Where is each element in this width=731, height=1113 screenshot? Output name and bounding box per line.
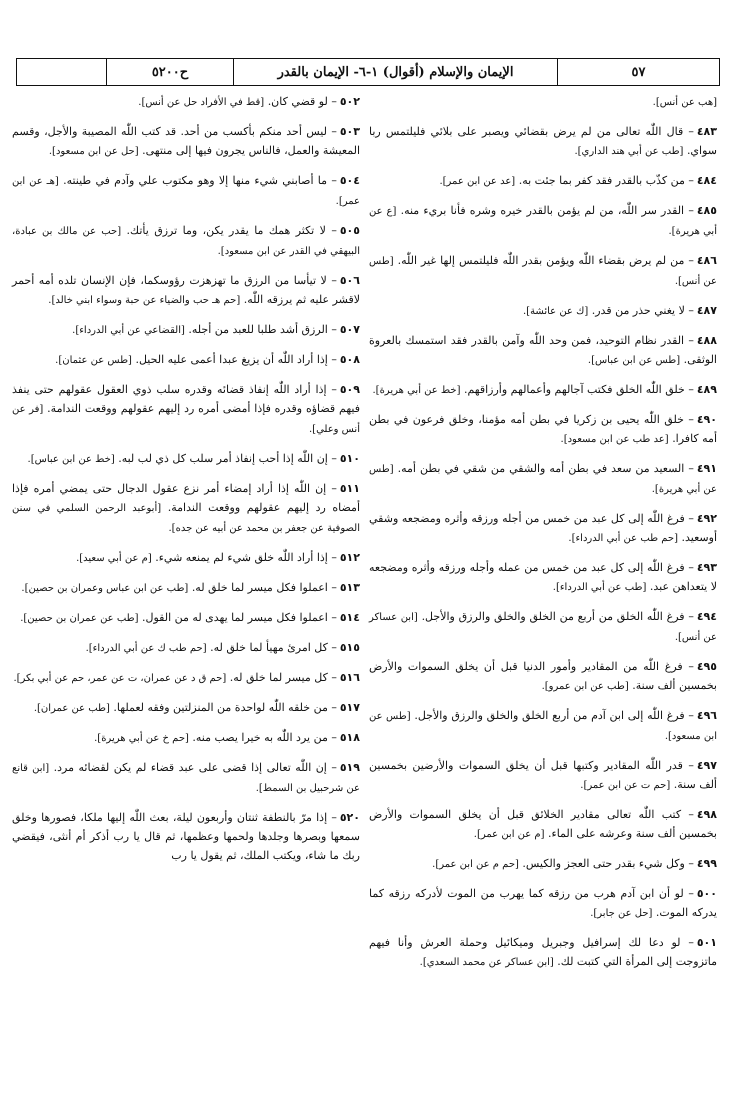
page-header: [16, 58, 720, 86]
hadith-entry: [369, 657, 717, 696]
hadith-text: – إذا أراد اللّٰه خلق شيء لم يمنعه شيء.: [155, 551, 337, 564]
hadith-text: – لا يغني حذر من قدر.: [591, 304, 694, 317]
hadith-text: – خلق اللّٰه يحيى بن زكريا في بطن أمه مؤمنا، وخلق فرعون في بطن أمه كافرا.: [369, 413, 717, 445]
hadith-entry: [12, 808, 360, 865]
hadith-number: ٤٨٥: [696, 204, 717, 217]
page-number: ٥٧: [557, 59, 719, 85]
hadith-entry: [369, 509, 717, 548]
hadith-entry: [369, 171, 717, 191]
hadith-entry: [369, 805, 717, 844]
hadith-entry: [369, 380, 717, 400]
hadith-text: – فرغ اللّٰه الخلق من أربع من الخلق والخلق والرزق والأجل.: [421, 610, 694, 623]
hadith-source: [حم ت عن ابن عمر].: [580, 780, 671, 791]
hadith-entry: [12, 350, 360, 370]
hadith-source: [ابن قانع عن شرحبيل بن السمط].: [12, 763, 360, 794]
hadith-number: ٥٠٠: [696, 887, 717, 900]
hadith-text: – إن اللّٰه تعالى إذا قضى على عبد قضاء لم يكن لقضائه مرد.: [53, 761, 337, 774]
hadith-text: – قال اللّٰه تعالى من لم يرض بقضائي ويصبر على بلائي فليلتمس ربا سواي.: [369, 125, 717, 157]
hadith-source: [حم هـ حب والضياء عن حبة وسواء ابني خالد].: [48, 295, 241, 306]
hadith-number: ٥١٢: [339, 551, 360, 564]
hadith-source: [قط في الأفراد حل عن أنس].: [138, 97, 265, 108]
hadith-entry: [12, 171, 360, 211]
hadith-source: [طب عن ابن عباس وعمران بن حصين].: [21, 583, 189, 594]
hadith-text: – فرغ اللّٰه إلى ابن آدم من أربع الخلق والخلق والرزق والأجل.: [414, 709, 694, 722]
hadith-entry: [12, 728, 360, 748]
hadith-text: – إن اللّٰه إذا أراد إمضاء أمر نزع عقول الدجال حتى يمضي أمره فإذا أمضاه رد إليهم عقولهم ووقعت الندامة.: [12, 482, 360, 514]
hadith-number: ٥١٣: [339, 581, 360, 594]
hadith-number: ٥٠٣: [339, 125, 360, 138]
hadith-number: ٥٠٤: [339, 174, 360, 187]
hadith-entry: [369, 756, 717, 795]
hadith-number: ٤٩٥: [696, 660, 717, 673]
hadith-text: – فرغ اللّٰه إلى كل عبد من خمس من أجله ورزقه وأثره ومضجعه وشقي أوسعيد.: [369, 512, 717, 544]
hadith-source: [حل عن ابن مسعود].: [48, 146, 139, 157]
hadith-number: ٥٠٥: [339, 224, 360, 237]
hadith-number: ٥١١: [339, 482, 360, 495]
hadith-entry: [369, 933, 717, 972]
hadith-text: – الرزق أشد طلبا للعبد من أجله.: [188, 323, 337, 336]
hadith-number: ٤٩٧: [696, 759, 717, 772]
hadith-source: [حم طب ك عن أبي الدرداء].: [85, 643, 207, 654]
hadith-text: – من خلقه اللّٰه لواحدة من المنزلتين وفقه لعملها.: [113, 701, 337, 714]
hadith-number: ٤٩٨: [696, 808, 717, 821]
hadith-entry: [12, 122, 360, 161]
hadith-number: ٤٩١: [696, 462, 717, 475]
right-text-column: [369, 92, 717, 982]
hadith-number: ٥٠٨: [339, 353, 360, 366]
hadith-source: [عد طب عن ابن مسعود].: [560, 434, 669, 445]
hadith-number: ٥١٥: [339, 641, 360, 654]
hadith-number: ٥٠٦: [339, 274, 360, 287]
hadith-text: – لا تكثر همك ما يقدر يكن، وما ترزق يأتك.: [126, 224, 337, 237]
hadith-number: ٤٨٧: [696, 304, 717, 317]
hadith-source: [م عن ابن عمر].: [473, 829, 545, 840]
hadith-number: ٤٩٤: [696, 610, 717, 623]
hadith-source: [طب عن عمران بن حصين].: [20, 613, 139, 624]
hadith-text: – قدر اللّٰه المقادير وكتبها قبل أن يخلق السموات والأرضين بخمسين ألف سنة.: [369, 759, 717, 791]
hadith-source: [حل عن جابر].: [590, 908, 653, 919]
hadith-text: – فرغ اللّٰه من المقادير وأمور الدنيا قبل أن يخلق السموات والأرض بخمسين ألف سنة.: [369, 660, 717, 692]
hadith-source: [خط عن أبي هريرة].: [372, 385, 461, 396]
hadith-number: ٤٨٨: [696, 334, 717, 347]
hadith-text: – السعيد من سعد في بطن أمه والشقي من شقي في بطن أمه.: [397, 462, 694, 475]
hadith-number: ٤٨٦: [696, 254, 717, 267]
hadith-number: ٥١٩: [339, 761, 360, 774]
hadith-source: [طس عن ابن مسعود].: [369, 711, 717, 742]
hadith-text: – كل امرئ مهيأ لما خلق له.: [210, 641, 337, 654]
hadith-source: [حم طب عن أبي الدرداء].: [568, 533, 679, 544]
hadith-entry: [12, 758, 360, 798]
hadith-text: – كتب اللّٰه تعالى مقادير الخلائق قبل أن يخلق السموات والأرض بخمسين ألف سنة وعرشه على الماء.: [369, 808, 717, 840]
hadith-source: [طس عن عثمان].: [55, 355, 132, 366]
hadith-source: [هـ عن ابن عمر].: [12, 176, 360, 207]
hadith-number: ٤٩٠: [696, 413, 717, 426]
hadith-source: [طس عن ابن عباس].: [587, 355, 681, 366]
hadith-entry: [369, 558, 717, 597]
hadith-entry: [12, 271, 360, 310]
hadith-entry: [12, 548, 360, 568]
hadith-text: – كل ميسر لما خلق له.: [229, 671, 337, 684]
hadith-number: ٥٠٩: [339, 383, 360, 396]
hadith-source: [حم ق د عن عمران، ت عن عمر، حم عن أبي بكر].: [13, 673, 227, 684]
hadith-text: – فرغ اللّٰه إلى كل عبد من خمس من عمله وأجله ورزقه وأثره ومضجعه لا يتعداهن عبد.: [369, 561, 717, 593]
hadith-number: ٤٨٩: [696, 383, 717, 396]
hadith-number: ٤٨٤: [696, 174, 717, 187]
hadith-source: [هب عن أنس].: [652, 97, 717, 108]
hadith-entry: [12, 638, 360, 658]
hadith-number: ٥٠١: [696, 936, 717, 949]
hadith-source: [م عن أبي سعيد].: [76, 553, 152, 564]
chapter-title: الإيمان والإسلام (أقوال) ١-٦- الإيمان بالقدر: [233, 59, 557, 85]
hadith-text: – إذا أراد اللّٰه أن يزيغ عبدا أعمى عليه الحيل.: [135, 353, 337, 366]
hadith-text: – إن اللّٰه إذا أحب إنفاذ أمر سلب كل ذي لب لبه.: [118, 452, 337, 465]
hadith-entry: [369, 884, 717, 923]
hadith-source: [طب عن ابن عمرو].: [541, 681, 629, 692]
hadith-text: – اعملوا فكل ميسر لما يهدى له من القول.: [142, 611, 337, 624]
hadith-number: ٥١٦: [339, 671, 360, 684]
hadith-entry: [369, 854, 717, 874]
hadith-text: – القدر سر اللّٰه، من لم يؤمن بالقدر خيره وشره فأنا بريء منه.: [400, 204, 694, 217]
hadith-entry: [369, 331, 717, 370]
hadith-entry: [369, 251, 717, 291]
hadith-entry: [369, 607, 717, 647]
hadith-number: ٥٠٧: [339, 323, 360, 336]
hadith-text: – ليس أحد منكم بأكسب من أحد. قد كتب اللّٰه المصيبة والأجل، وقسم المعيشة والعمل، فالناس يجرون فيها إلى منتهى.: [12, 125, 360, 157]
hadith-number: ٥١٨: [339, 731, 360, 744]
header-blank-cell: [15, 59, 106, 85]
hadith-entry: [369, 410, 717, 449]
hadith-source: [ك عن عائشة].: [522, 306, 589, 317]
hadith-text: – لو أن ابن آدم هرب من رزقه كما يهرب من الموت لأدركه رزقه كما يدركه الموت.: [369, 887, 717, 919]
hadith-text: – من كذّب بالقدر فقد كفر بما جئت به.: [518, 174, 694, 187]
hadith-number: ٥٠٢: [339, 95, 360, 108]
hadith-entry: [12, 668, 360, 688]
hadith-text: – لا تيأسا من الرزق ما تهزهزت رؤوسكما، فإن الإنسان تلده أمه أحمر لاقشر عليه ثم يرزقه اللّٰه.: [12, 274, 360, 306]
hadith-entry: [12, 449, 360, 469]
hadith-text: – إذا مرّ بالنطفة ثنتان وأربعون ليلة، بعث اللّٰه إليها ملكا، فصورها وخلق سمعها وبصرها وجلدها ولحمها وعظمها، ثم قال يا رب أذكر أم أنثى، فيقضي ربك ما شاء، ويكتب الملك، ثم يقول يا رب: [12, 811, 360, 862]
hadith-number: ٥١٤: [339, 611, 360, 624]
hadith-entry: [12, 92, 360, 112]
hadith-source: [طس عن أبي هريرة].: [369, 464, 717, 495]
hadith-number: ٤٨٣: [696, 125, 717, 138]
hadith-source: [حم م عن ابن عمر].: [432, 859, 519, 870]
hadith-text: – القدر نظام التوحيد، فمن وحد اللّٰه وآمن بالقدر فقد استمسك بالعروة الوثقى.: [369, 334, 717, 366]
hadith-source: [طب عن عمران].: [33, 703, 110, 714]
hadith-text: – لو قضي كان.: [267, 95, 337, 108]
hadith-number: ٤٩٣: [696, 561, 717, 574]
hadith-source: [طب عن أبي الدرداء].: [552, 582, 647, 593]
hadith-entry: [369, 459, 717, 499]
left-text-column: [12, 92, 360, 875]
hadith-source: [حب عن مالك بن عبادة، البيهقي في القدر عن ابن مسعود].: [12, 226, 360, 257]
hadith-text: – لو دعا لك إسرافيل وجبريل وميكائيل وحملة العرش وأنا فيهم ماتزوجت إلى المرأة التي كتبت لك.: [369, 936, 717, 968]
hadith-source: [أبوعبد الرحمن السلمي في سنن الصوفية عن جعفر بن محمد عن أبيه عن جده].: [12, 503, 360, 534]
hadith-entry: [12, 698, 360, 718]
hadith-source: [طب عن أبي هند الداري].: [574, 146, 684, 157]
hadith-entry: [369, 122, 717, 161]
hadith-entry: [12, 320, 360, 340]
hadith-source: [ع عن أبي هريرة].: [369, 206, 717, 237]
hadith-text: – من لم يرض بقضاء اللّٰه ويؤمن بقدر اللّٰه فليلتمس إلها غير اللّٰه.: [397, 254, 694, 267]
hadith-entry: [369, 706, 717, 746]
hadith-text: – خلق اللّٰه الخلق فكتب آجالهم وأعمالهم وأرزاقهم.: [463, 383, 694, 396]
hadith-number: ٥٢٠: [339, 811, 360, 824]
hadith-text: – ما أصابني شيء منها إلا وهو مكتوب علي وآدم في طينته.: [63, 174, 337, 187]
hadith-number: ٥١٠: [339, 452, 360, 465]
hadith-entry: [12, 221, 360, 261]
hadith-entry: [369, 301, 717, 321]
hadith-number: ٥١٧: [339, 701, 360, 714]
hadith-source: [القضاعي عن أبي الدرداء].: [72, 325, 185, 336]
hadith-entry: [12, 608, 360, 628]
hadith-range: ح٥٢٠٠: [106, 59, 233, 85]
hadith-source: [طس عن أنس].: [369, 256, 717, 287]
hadith-entry: [12, 479, 360, 538]
hadith-number: ٤٩٩: [696, 857, 717, 870]
hadith-number: ٤٩٦: [696, 709, 718, 722]
hadith-entry: [12, 578, 360, 598]
hadith-source: [عد عن ابن عمر].: [439, 176, 516, 187]
hadith-entry: [369, 92, 717, 112]
hadith-source: [ابن عساكر عن محمد السعدي].: [419, 957, 554, 968]
hadith-source: [حم خ عن أبي هريرة].: [94, 733, 189, 744]
hadith-entry: [12, 380, 360, 439]
hadith-text: – من يرد اللّٰه به خيرا يصب منه.: [192, 731, 337, 744]
hadith-text: – إذا أراد اللّٰه إنفاذ قضائه وقدره سلب ذوي العقول عقولهم حتى ينفذ فيهم قضاؤه وقدره فإذا أمضى أمره رد إليهم عقولهم ووقعت الندامة.: [12, 383, 360, 415]
hadith-source: [ابن عساكر عن أنس].: [369, 612, 717, 643]
hadith-source: [فر عن أنس وعلي].: [12, 404, 360, 435]
hadith-text: – وكل شيء بقدر حتى العجز والكيس.: [522, 857, 694, 870]
hadith-number: ٤٩٢: [696, 512, 717, 525]
hadith-entry: [369, 201, 717, 241]
hadith-text: – اعملوا فكل ميسر لما خلق له.: [191, 581, 337, 594]
hadith-source: [خط عن ابن عباس].: [27, 454, 115, 465]
